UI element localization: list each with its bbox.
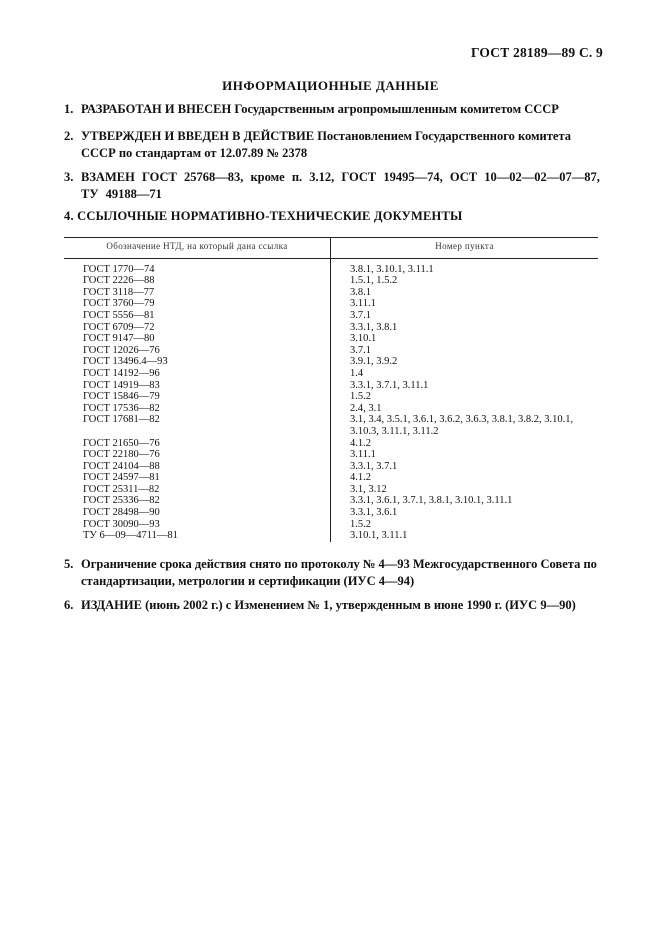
- cell-document: ГОСТ 15846—79: [64, 391, 331, 403]
- cell-points: 3.3.1, 3.6.1: [350, 507, 398, 519]
- cell-points: 4.1.2: [350, 437, 371, 449]
- table-row: [64, 495, 598, 507]
- cell-points: 3.3.1, 3.7.1, 3.11.1: [350, 379, 429, 391]
- section-number: 4.: [64, 209, 74, 223]
- cell-points: 3.11.1: [350, 449, 376, 461]
- cell-document: ГОСТ 14192—96: [64, 368, 331, 380]
- cell-points: 3.11.1: [350, 298, 376, 310]
- cell-points: 1.5.1, 1.5.2: [350, 275, 398, 287]
- cell-document: ГОСТ 22180—76: [64, 449, 331, 461]
- table-row: [64, 472, 598, 484]
- info-item-text: Государственным агропромышленным комитетом СССР: [234, 102, 559, 116]
- table-row: [64, 507, 598, 519]
- cell-document: ГОСТ 17536—82: [64, 403, 331, 415]
- info-item-number: 5.: [64, 557, 74, 571]
- cell-points: 3.3.1, 3.8.1: [350, 321, 398, 333]
- cell-document: ГОСТ 1770—74: [64, 258, 331, 275]
- table-row: [64, 275, 598, 287]
- column-header-points: Номер пункта: [331, 238, 599, 259]
- table-row: [64, 403, 598, 415]
- table-row: [64, 322, 598, 334]
- cell-document: ГОСТ 3118—77: [64, 287, 331, 299]
- cell-points: 2.4, 3.1: [350, 402, 382, 414]
- info-item-number: 2.: [64, 129, 74, 143]
- cell-document: ГОСТ 9147—80: [64, 333, 331, 345]
- info-item-text: ГОСТ 25768—83, кроме п. 3.12, ГОСТ 19495—74, ОСТ 10—02—02—07—87, ТУ 49188—71: [81, 170, 600, 201]
- column-header-document: Обозначение НТД, на который дана ссылка: [64, 238, 331, 259]
- cell-points: 3.3.1, 3.7.1: [350, 460, 398, 472]
- cell-document: ГОСТ 21650—76: [64, 438, 331, 450]
- cell-points: 3.10.1, 3.11.1: [350, 530, 408, 542]
- cell-points: 3.8.1, 3.10.1, 3.11.1: [350, 263, 434, 275]
- cell-document: ТУ 6—09—4711—81: [64, 530, 331, 542]
- info-item-5: [64, 556, 604, 590]
- table-row: [64, 310, 598, 322]
- table-row: [64, 461, 598, 473]
- cell-document: ГОСТ 30090—93: [64, 519, 331, 531]
- cell-document: ГОСТ 24104—88: [64, 461, 331, 473]
- cell-points: 3.1, 3.12: [350, 483, 387, 495]
- table-row: [64, 368, 598, 380]
- cell-points: 3.9.1, 3.9.2: [350, 356, 398, 368]
- cell-document: ГОСТ 28498—90: [64, 507, 331, 519]
- info-item-lead: УТВЕРЖДЕН И ВВЕДЕН В ДЕЙСТВИЕ: [81, 129, 315, 143]
- table-row: [64, 356, 598, 368]
- table-row: [64, 258, 598, 275]
- cell-document: ГОСТ 24597—81: [64, 472, 331, 484]
- info-item-number: 3.: [64, 170, 74, 184]
- info-item-lead: РАЗРАБОТАН И ВНЕСЕН: [81, 102, 232, 116]
- cell-points: 1.5.2: [350, 391, 371, 403]
- table-row: [64, 333, 598, 345]
- section-4-title: [64, 209, 463, 224]
- table-row: [64, 449, 598, 461]
- table-row: [64, 414, 598, 437]
- section-title-text: ССЫЛОЧНЫЕ НОРМАТИВНО-ТЕХНИЧЕСКИЕ ДОКУМЕНТЫ: [77, 209, 463, 223]
- info-item-1: [64, 101, 604, 118]
- info-item-2: [64, 128, 604, 162]
- table-row: [64, 391, 598, 403]
- table-row: [64, 298, 598, 310]
- table-row: [64, 519, 598, 531]
- cell-points: 3.1, 3.4, 3.5.1, 3.6.1, 3.6.2, 3.6.3, 3.8.1, 3.8.2, 3.10.1, 3.10.3, 3.11.1, 3.11.2: [350, 414, 574, 437]
- cell-points: 1.5.2: [350, 518, 371, 530]
- cell-document: ГОСТ 6709—72: [64, 322, 331, 334]
- cell-document: ГОСТ 14919—83: [64, 380, 331, 392]
- cell-points: 1.4: [350, 367, 364, 379]
- cell-document: ГОСТ 2226—88: [64, 275, 331, 287]
- cell-points: 3.8.1: [350, 286, 371, 298]
- info-item-6: [64, 597, 604, 614]
- table-row: [64, 287, 598, 299]
- info-item-number: 1.: [64, 102, 74, 116]
- cell-points: 3.10.1: [350, 333, 377, 345]
- info-item-text: ИЗДАНИЕ (июнь 2002 г.) с Изменением № 1, утвержденным в июне 1990 г. (ИУС 9—90): [81, 598, 576, 612]
- info-item-text: Ограничение срока действия снято по протоколу № 4—93 Межгосударственного Совета по стандартизации, метрологии и сертификации (ИУС 4—94): [81, 557, 597, 588]
- cell-document: ГОСТ 17681—82: [64, 414, 331, 437]
- page-title: ИНФОРМАЦИОННЫЕ ДАННЫЕ: [222, 78, 439, 93]
- info-item-lead: ВЗАМЕН: [81, 170, 135, 184]
- cell-document: ГОСТ 12026—76: [64, 345, 331, 357]
- cell-document: ГОСТ 25336—82: [64, 495, 331, 507]
- references-table: [64, 237, 598, 542]
- cell-points: 3.7.1: [350, 344, 371, 356]
- page-header-code: ГОСТ 28189—89 С. 9: [470, 45, 603, 60]
- cell-document: ГОСТ 13496.4—93: [64, 356, 331, 368]
- info-item-3: [64, 169, 604, 203]
- info-item-text: Постановлением Государственного комитета СССР по стандартам от 12.07.89 № 2378: [81, 129, 571, 160]
- table-row: [64, 345, 598, 357]
- cell-points: 3.3.1, 3.6.1, 3.7.1, 3.8.1, 3.10.1, 3.11.1: [350, 495, 513, 507]
- info-item-number: 6.: [64, 598, 74, 612]
- cell-document: ГОСТ 25311—82: [64, 484, 331, 496]
- cell-document: ГОСТ 5556—81: [64, 310, 331, 322]
- table-row: [64, 438, 598, 450]
- table-row: [64, 530, 598, 542]
- table-row: [64, 380, 598, 392]
- table-row: [64, 484, 598, 496]
- cell-document: ГОСТ 3760—79: [64, 298, 331, 310]
- cell-points: 4.1.2: [350, 472, 371, 484]
- cell-points: 3.7.1: [350, 309, 371, 321]
